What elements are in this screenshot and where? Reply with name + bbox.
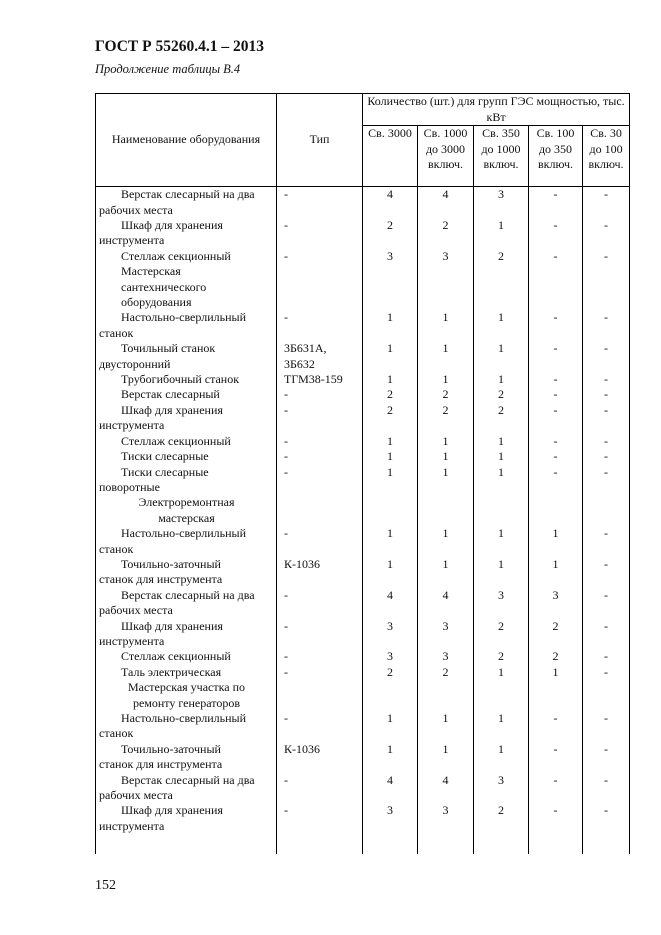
table-row — [96, 187, 630, 218]
table-row — [96, 711, 630, 742]
quantity-cell: 1 — [529, 526, 583, 557]
quantity-cell: 3 — [363, 619, 418, 650]
quantity-cell: 4 — [363, 588, 418, 619]
quantity-cell — [363, 495, 418, 526]
quantity-cell: 2 — [529, 619, 583, 650]
quantity-cell: - — [583, 218, 630, 249]
quantity-cell — [529, 495, 583, 526]
quantity-cell: - — [529, 403, 583, 434]
table-row — [96, 803, 630, 834]
quantity-cell — [583, 680, 630, 711]
equipment-type: - — [277, 249, 363, 264]
quantity-cell: 3 — [418, 619, 474, 650]
quantity-cell: - — [583, 449, 630, 464]
equipment-type: - — [277, 187, 363, 218]
quantity-cell: 1 — [474, 218, 529, 249]
quantity-cell: 2 — [363, 403, 418, 434]
quantity-cell — [418, 495, 474, 526]
filler-cell — [363, 834, 418, 854]
equipment-type: - — [277, 526, 363, 557]
quantity-cell: - — [583, 403, 630, 434]
quantity-cell: 2 — [474, 649, 529, 664]
section-title: Мастерская сантехнического оборудования — [96, 264, 277, 310]
filler-cell — [418, 834, 474, 854]
quantity-cell: 1 — [418, 742, 474, 773]
table-row — [96, 310, 630, 341]
quantity-cell: 3 — [418, 649, 474, 664]
quantity-cell: - — [583, 665, 630, 680]
table-row — [96, 465, 630, 496]
column-header-group: Количество (шт.) для групп ГЭС мощностью, тыс. кВт — [363, 94, 630, 126]
section-title: Мастерская участка по ремонту генераторов — [96, 680, 277, 711]
quantity-cell: 4 — [363, 187, 418, 218]
section-title: Электроремонтная мастерская — [96, 495, 277, 526]
quantity-cell: - — [583, 803, 630, 834]
quantity-cell: 2 — [529, 649, 583, 664]
quantity-cell: 1 — [363, 372, 418, 387]
equipment-name: Шкаф для хранения инструмента — [96, 403, 277, 434]
quantity-cell: 1 — [474, 372, 529, 387]
equipment-name: Верстак слесарный на два рабочих места — [96, 187, 277, 218]
quantity-cell: 1 — [418, 557, 474, 588]
quantity-cell: - — [529, 387, 583, 402]
quantity-cell: 1 — [474, 557, 529, 588]
table-row — [96, 649, 630, 664]
equipment-type: - — [277, 387, 363, 402]
quantity-cell: - — [583, 526, 630, 557]
quantity-cell: - — [583, 465, 630, 496]
quantity-cell: 1 — [418, 372, 474, 387]
equipment-name: Стеллаж секционный — [96, 649, 277, 664]
quantity-cell: 1 — [363, 526, 418, 557]
quantity-cell: 1 — [418, 711, 474, 742]
equipment-type: - — [277, 619, 363, 650]
equipment-name: Шкаф для хранения инструмента — [96, 218, 277, 249]
table-row — [96, 557, 630, 588]
table-row — [96, 403, 630, 434]
equipment-name: Точильный станок двусторонний — [96, 341, 277, 372]
quantity-cell — [529, 680, 583, 711]
equipment-name: Таль электрическая — [96, 665, 277, 680]
quantity-cell: 1 — [363, 711, 418, 742]
quantity-cell — [529, 264, 583, 310]
quantity-cell: 1 — [418, 341, 474, 372]
quantity-cell: - — [583, 619, 630, 650]
equipment-name: Точильно-заточный станок для инструмента — [96, 742, 277, 773]
equipment-type — [277, 680, 363, 711]
equipment-type: - — [277, 588, 363, 619]
quantity-cell: - — [529, 310, 583, 341]
section-row — [96, 264, 630, 310]
equipment-name: Верстак слесарный на два рабочих места — [96, 588, 277, 619]
equipment-name: Настольно-сверлильный станок — [96, 310, 277, 341]
column-header-sub: Св. 30 до 100 включ. — [583, 126, 630, 187]
table-row — [96, 341, 630, 372]
quantity-cell: - — [529, 711, 583, 742]
quantity-cell: 1 — [474, 526, 529, 557]
equipment-type: К-1036 — [277, 742, 363, 773]
quantity-cell: 4 — [418, 187, 474, 218]
quantity-cell: 2 — [418, 665, 474, 680]
equipment-type: - — [277, 449, 363, 464]
quantity-cell: - — [529, 434, 583, 449]
quantity-cell: 2 — [474, 403, 529, 434]
table-row — [96, 218, 630, 249]
table-row — [96, 434, 630, 449]
quantity-cell: 3 — [474, 187, 529, 218]
quantity-cell: - — [529, 465, 583, 496]
quantity-cell — [474, 680, 529, 711]
column-header-sub: Св. 350 до 1000 включ. — [474, 126, 529, 187]
quantity-cell: 2 — [363, 218, 418, 249]
table-row — [96, 742, 630, 773]
equipment-name: Верстак слесарный на два рабочих места — [96, 773, 277, 804]
column-header-sub: Св. 3000 — [363, 126, 418, 187]
quantity-cell — [418, 680, 474, 711]
equipment-name: Настольно-сверлильный станок — [96, 526, 277, 557]
quantity-cell: 3 — [363, 649, 418, 664]
quantity-cell: 1 — [363, 434, 418, 449]
quantity-cell: - — [583, 372, 630, 387]
quantity-cell — [363, 264, 418, 310]
quantity-cell: 1 — [363, 742, 418, 773]
table-row — [96, 588, 630, 619]
equipment-type: - — [277, 218, 363, 249]
quantity-cell: - — [583, 187, 630, 218]
quantity-cell: 3 — [529, 588, 583, 619]
quantity-cell: 1 — [474, 310, 529, 341]
quantity-cell: - — [583, 742, 630, 773]
quantity-cell: 3 — [363, 803, 418, 834]
quantity-cell: 1 — [474, 434, 529, 449]
quantity-cell: - — [583, 249, 630, 264]
equipment-name: Настольно-сверлильный станок — [96, 711, 277, 742]
equipment-type: - — [277, 310, 363, 341]
filler-cell — [583, 834, 630, 854]
quantity-cell: 1 — [418, 449, 474, 464]
equipment-name: Шкаф для хранения инструмента — [96, 803, 277, 834]
equipment-name: Точильно-заточный станок для инструмента — [96, 557, 277, 588]
quantity-cell — [474, 495, 529, 526]
quantity-cell: - — [583, 557, 630, 588]
equipment-type — [277, 495, 363, 526]
column-header-sub: Св. 1000 до 3000 включ. — [418, 126, 474, 187]
quantity-cell: 1 — [418, 526, 474, 557]
quantity-cell: - — [583, 773, 630, 804]
filler-cell — [96, 834, 277, 854]
equipment-type: К-1036 — [277, 557, 363, 588]
quantity-cell: - — [529, 742, 583, 773]
quantity-cell: 1 — [529, 665, 583, 680]
equipment-type: - — [277, 434, 363, 449]
table-row — [96, 619, 630, 650]
quantity-cell: 1 — [529, 557, 583, 588]
table-body — [96, 187, 630, 855]
quantity-cell: 1 — [474, 665, 529, 680]
quantity-cell: 1 — [474, 465, 529, 496]
quantity-cell: 3 — [474, 588, 529, 619]
equipment-name: Тиски слесарные — [96, 449, 277, 464]
equipment-type: - — [277, 711, 363, 742]
quantity-cell: 1 — [363, 449, 418, 464]
quantity-cell — [418, 264, 474, 310]
table-row — [96, 665, 630, 680]
quantity-cell: 2 — [363, 387, 418, 402]
quantity-cell: 1 — [363, 465, 418, 496]
equipment-type: 3Б631А, 3Б632 — [277, 341, 363, 372]
table-row — [96, 372, 630, 387]
quantity-cell: - — [529, 249, 583, 264]
quantity-cell: - — [583, 387, 630, 402]
quantity-cell: 1 — [474, 449, 529, 464]
equipment-type: ТГМ38-159 — [277, 372, 363, 387]
quantity-cell: 2 — [418, 218, 474, 249]
quantity-cell: 2 — [474, 803, 529, 834]
equipment-name: Стеллаж секционный — [96, 434, 277, 449]
quantity-cell — [474, 264, 529, 310]
quantity-cell: - — [529, 803, 583, 834]
quantity-cell: 1 — [474, 711, 529, 742]
equipment-name: Верстак слесарный — [96, 387, 277, 402]
quantity-cell: 2 — [418, 387, 474, 402]
quantity-cell: 2 — [418, 403, 474, 434]
quantity-cell: - — [583, 434, 630, 449]
page-number: 152 — [95, 878, 116, 893]
quantity-cell: 4 — [418, 588, 474, 619]
quantity-cell: 2 — [474, 387, 529, 402]
equipment-type: - — [277, 465, 363, 496]
quantity-cell: - — [583, 341, 630, 372]
column-header-sub: Св. 100 до 350 включ. — [529, 126, 583, 187]
equipment-type: - — [277, 803, 363, 834]
table-caption: Продолжение таблицы В.4 — [95, 62, 241, 76]
quantity-cell: 4 — [418, 773, 474, 804]
table-row — [96, 449, 630, 464]
quantity-cell: 3 — [474, 773, 529, 804]
filler-cell — [529, 834, 583, 854]
quantity-cell: 3 — [418, 249, 474, 264]
table-filler — [96, 834, 630, 854]
quantity-cell: 3 — [363, 249, 418, 264]
quantity-cell: - — [529, 372, 583, 387]
quantity-cell: 1 — [474, 341, 529, 372]
quantity-cell: 1 — [418, 310, 474, 341]
equipment-table — [95, 93, 630, 854]
quantity-cell: - — [583, 310, 630, 341]
equipment-type: - — [277, 665, 363, 680]
quantity-cell: 1 — [363, 310, 418, 341]
section-row — [96, 495, 630, 526]
quantity-cell: 3 — [418, 803, 474, 834]
table-row — [96, 526, 630, 557]
equipment-name: Шкаф для хранения инструмента — [96, 619, 277, 650]
equipment-name: Стеллаж секционный — [96, 249, 277, 264]
quantity-cell — [583, 264, 630, 310]
equipment-type: - — [277, 773, 363, 804]
quantity-cell: - — [529, 773, 583, 804]
equipment-name: Трубогибочный станок — [96, 372, 277, 387]
quantity-cell: - — [583, 588, 630, 619]
quantity-cell: - — [529, 187, 583, 218]
quantity-cell: - — [583, 649, 630, 664]
column-header-name: Наименование оборудования — [96, 94, 277, 187]
column-header-type: Тип — [277, 94, 363, 187]
quantity-cell: 4 — [363, 773, 418, 804]
document-code: ГОСТ Р 55260.4.1 – 2013 — [95, 38, 264, 55]
quantity-cell: - — [529, 218, 583, 249]
table-row — [96, 773, 630, 804]
equipment-type: - — [277, 649, 363, 664]
quantity-cell: 1 — [418, 465, 474, 496]
section-row — [96, 680, 630, 711]
quantity-cell: - — [529, 449, 583, 464]
quantity-cell: 1 — [418, 434, 474, 449]
equipment-type — [277, 264, 363, 310]
quantity-cell: 1 — [363, 557, 418, 588]
quantity-cell: - — [583, 711, 630, 742]
quantity-cell: 2 — [363, 665, 418, 680]
table-row — [96, 387, 630, 402]
quantity-cell: 1 — [474, 742, 529, 773]
quantity-cell — [363, 680, 418, 711]
quantity-cell: - — [529, 341, 583, 372]
table-row — [96, 249, 630, 264]
quantity-cell: 2 — [474, 249, 529, 264]
filler-cell — [277, 834, 363, 854]
quantity-cell — [583, 495, 630, 526]
equipment-type: - — [277, 403, 363, 434]
quantity-cell: 2 — [474, 619, 529, 650]
filler-cell — [474, 834, 529, 854]
equipment-name: Тиски слесарные поворотные — [96, 465, 277, 496]
quantity-cell: 1 — [363, 341, 418, 372]
